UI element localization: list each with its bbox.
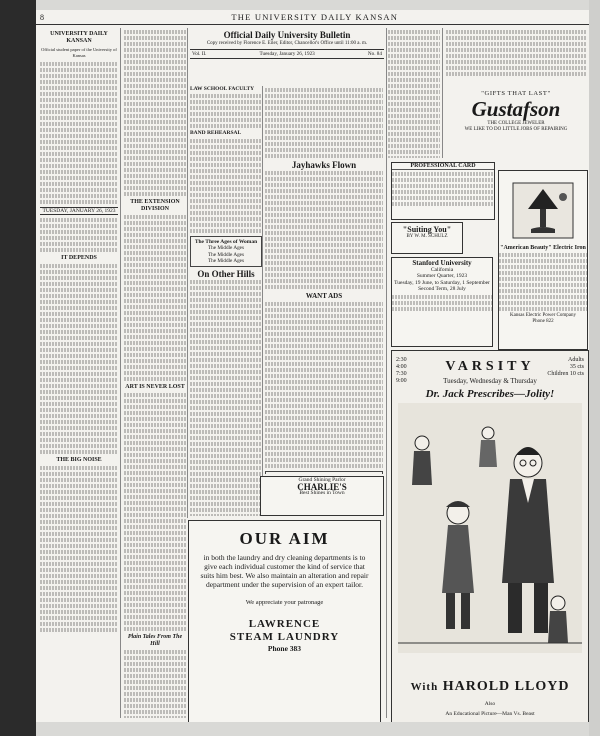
column-rule xyxy=(442,28,443,158)
bulletin-meta: Vol. II. Tuesday, January 26, 1923 No. 84 xyxy=(190,49,384,59)
heading-plain-tales: Plain Tales From The Hill xyxy=(127,634,183,647)
heading-law-faculty: LAW SCHOOL FACULTY xyxy=(190,86,255,92)
heading-other-hills: On Other Hills xyxy=(197,269,255,280)
date-line: TUESDAY, JANUARY 26, 1923 xyxy=(40,207,118,215)
lamp-icon xyxy=(503,175,583,245)
suiting-ad: "Suiting You" BY W. M. SCHULZ xyxy=(391,222,463,254)
page-number: 8 xyxy=(40,12,45,22)
electric-iron-ad: "American Beauty" Electric Iron Kansas Electric Power Company Phone 822 xyxy=(498,170,588,350)
varsity-theater-ad: 2:30 4:00 7:30 9:00 Adults 35 cts Children 10 cts VARSITY Tuesday, Wednesday & Thursday Dr. Jack Prescribes—Jolity! With HAROLD LLOYD Also An Educational Picture—Man Vs. Beast xyxy=(391,350,589,722)
heading-extension-division: THE EXTENSION DIVISION xyxy=(130,199,180,212)
gustafson-logo: Gustafson xyxy=(471,97,561,121)
heading-jayhawks-flown: Jayhawks Flown xyxy=(291,160,357,170)
film-title: Dr. Jack Prescribes—Jolity! xyxy=(425,388,555,400)
column-five-top xyxy=(388,28,440,158)
varsity-title: VARSITY xyxy=(445,359,535,374)
professional-card: PROFESSIONAL CARD xyxy=(391,162,495,220)
laundry-ad: OUR AIM in both the laundry and dry cleaning departments is to give each individual customer the kind of service that suits him best. We also maintain an alteration and repair department under the supervision of an expert tailor. We appreciate your patronage LAWRENCE STEAM LAUNDRY Phone 383 xyxy=(188,520,381,722)
column-rule xyxy=(120,28,121,718)
movie-illustration xyxy=(398,403,582,675)
our-aim-title: OUR AIM xyxy=(239,529,330,548)
column-editorial xyxy=(40,28,118,718)
column-rule xyxy=(262,86,263,516)
masthead-title: THE UNIVERSITY DAILY KANSAN xyxy=(231,12,399,22)
heading-want-ads: WANT ADS xyxy=(305,292,343,300)
showtimes: 2:30 4:00 7:30 9:00 xyxy=(396,357,407,384)
column-rule xyxy=(386,28,387,718)
bulletin-subtitle: Copy received by Florence E. Eiler, Editor, Chancellor's Office until 11:00 a. m. xyxy=(206,41,368,46)
newspaper-sheet xyxy=(36,10,589,722)
column-three xyxy=(190,86,262,516)
scan-edge-left xyxy=(0,0,36,736)
star-name: With HAROLD LLOYD xyxy=(410,679,570,694)
albrich-ad xyxy=(265,471,383,474)
three-ages-box: The Three Ages of Woman The Middle Ages The Middle Ages The Middle Ages xyxy=(190,236,262,268)
bulletin-title: Official Daily University Bulletin xyxy=(223,30,351,40)
masthead xyxy=(36,10,589,25)
charlies-ad: Grand Shining Parlor CHARLIE'S Best Shines in Town xyxy=(260,476,384,516)
column-rule xyxy=(187,28,188,518)
column-six-top xyxy=(446,28,586,86)
column-four xyxy=(265,86,383,474)
paper-subtitle: Official student paper of the University of Kansas xyxy=(41,47,117,59)
heading-art-never-lost: ART IS NEVER LOST xyxy=(125,384,185,390)
ticket-prices: Adults 35 cts Children 10 cts xyxy=(547,357,584,377)
heading-big-noise: THE BIG NOISE xyxy=(56,457,102,464)
paper-name: UNIVERSITY DAILY KANSAN xyxy=(50,31,108,44)
heading-it-depends: IT DEPENDS xyxy=(61,255,97,262)
iron-illustration xyxy=(499,175,587,245)
column-two xyxy=(124,28,186,718)
heading-band-rehearsal: BAND REHEARSAL xyxy=(190,130,242,137)
scan-edge-right xyxy=(589,0,600,736)
illustration-figures xyxy=(398,403,582,653)
stanford-ad: Stanford University California Summer Quarter, 1923 Tuesday, 19 June, to Saturday, 1 September Second Term, 28 July xyxy=(391,257,493,347)
our-aim-body: in both the laundry and dry cleaning departments is to give each individual customer the kind of service that suits him best. We also maintain an alteration and repair department under the supervision of an expert tailor. xyxy=(200,553,369,589)
gustafson-ad: "GIFTS THAT LAST" Gustafson THE COLLEGE JEWELER WE LIKE TO DO LITTLE JOBS OF REPAIRING xyxy=(446,88,586,140)
